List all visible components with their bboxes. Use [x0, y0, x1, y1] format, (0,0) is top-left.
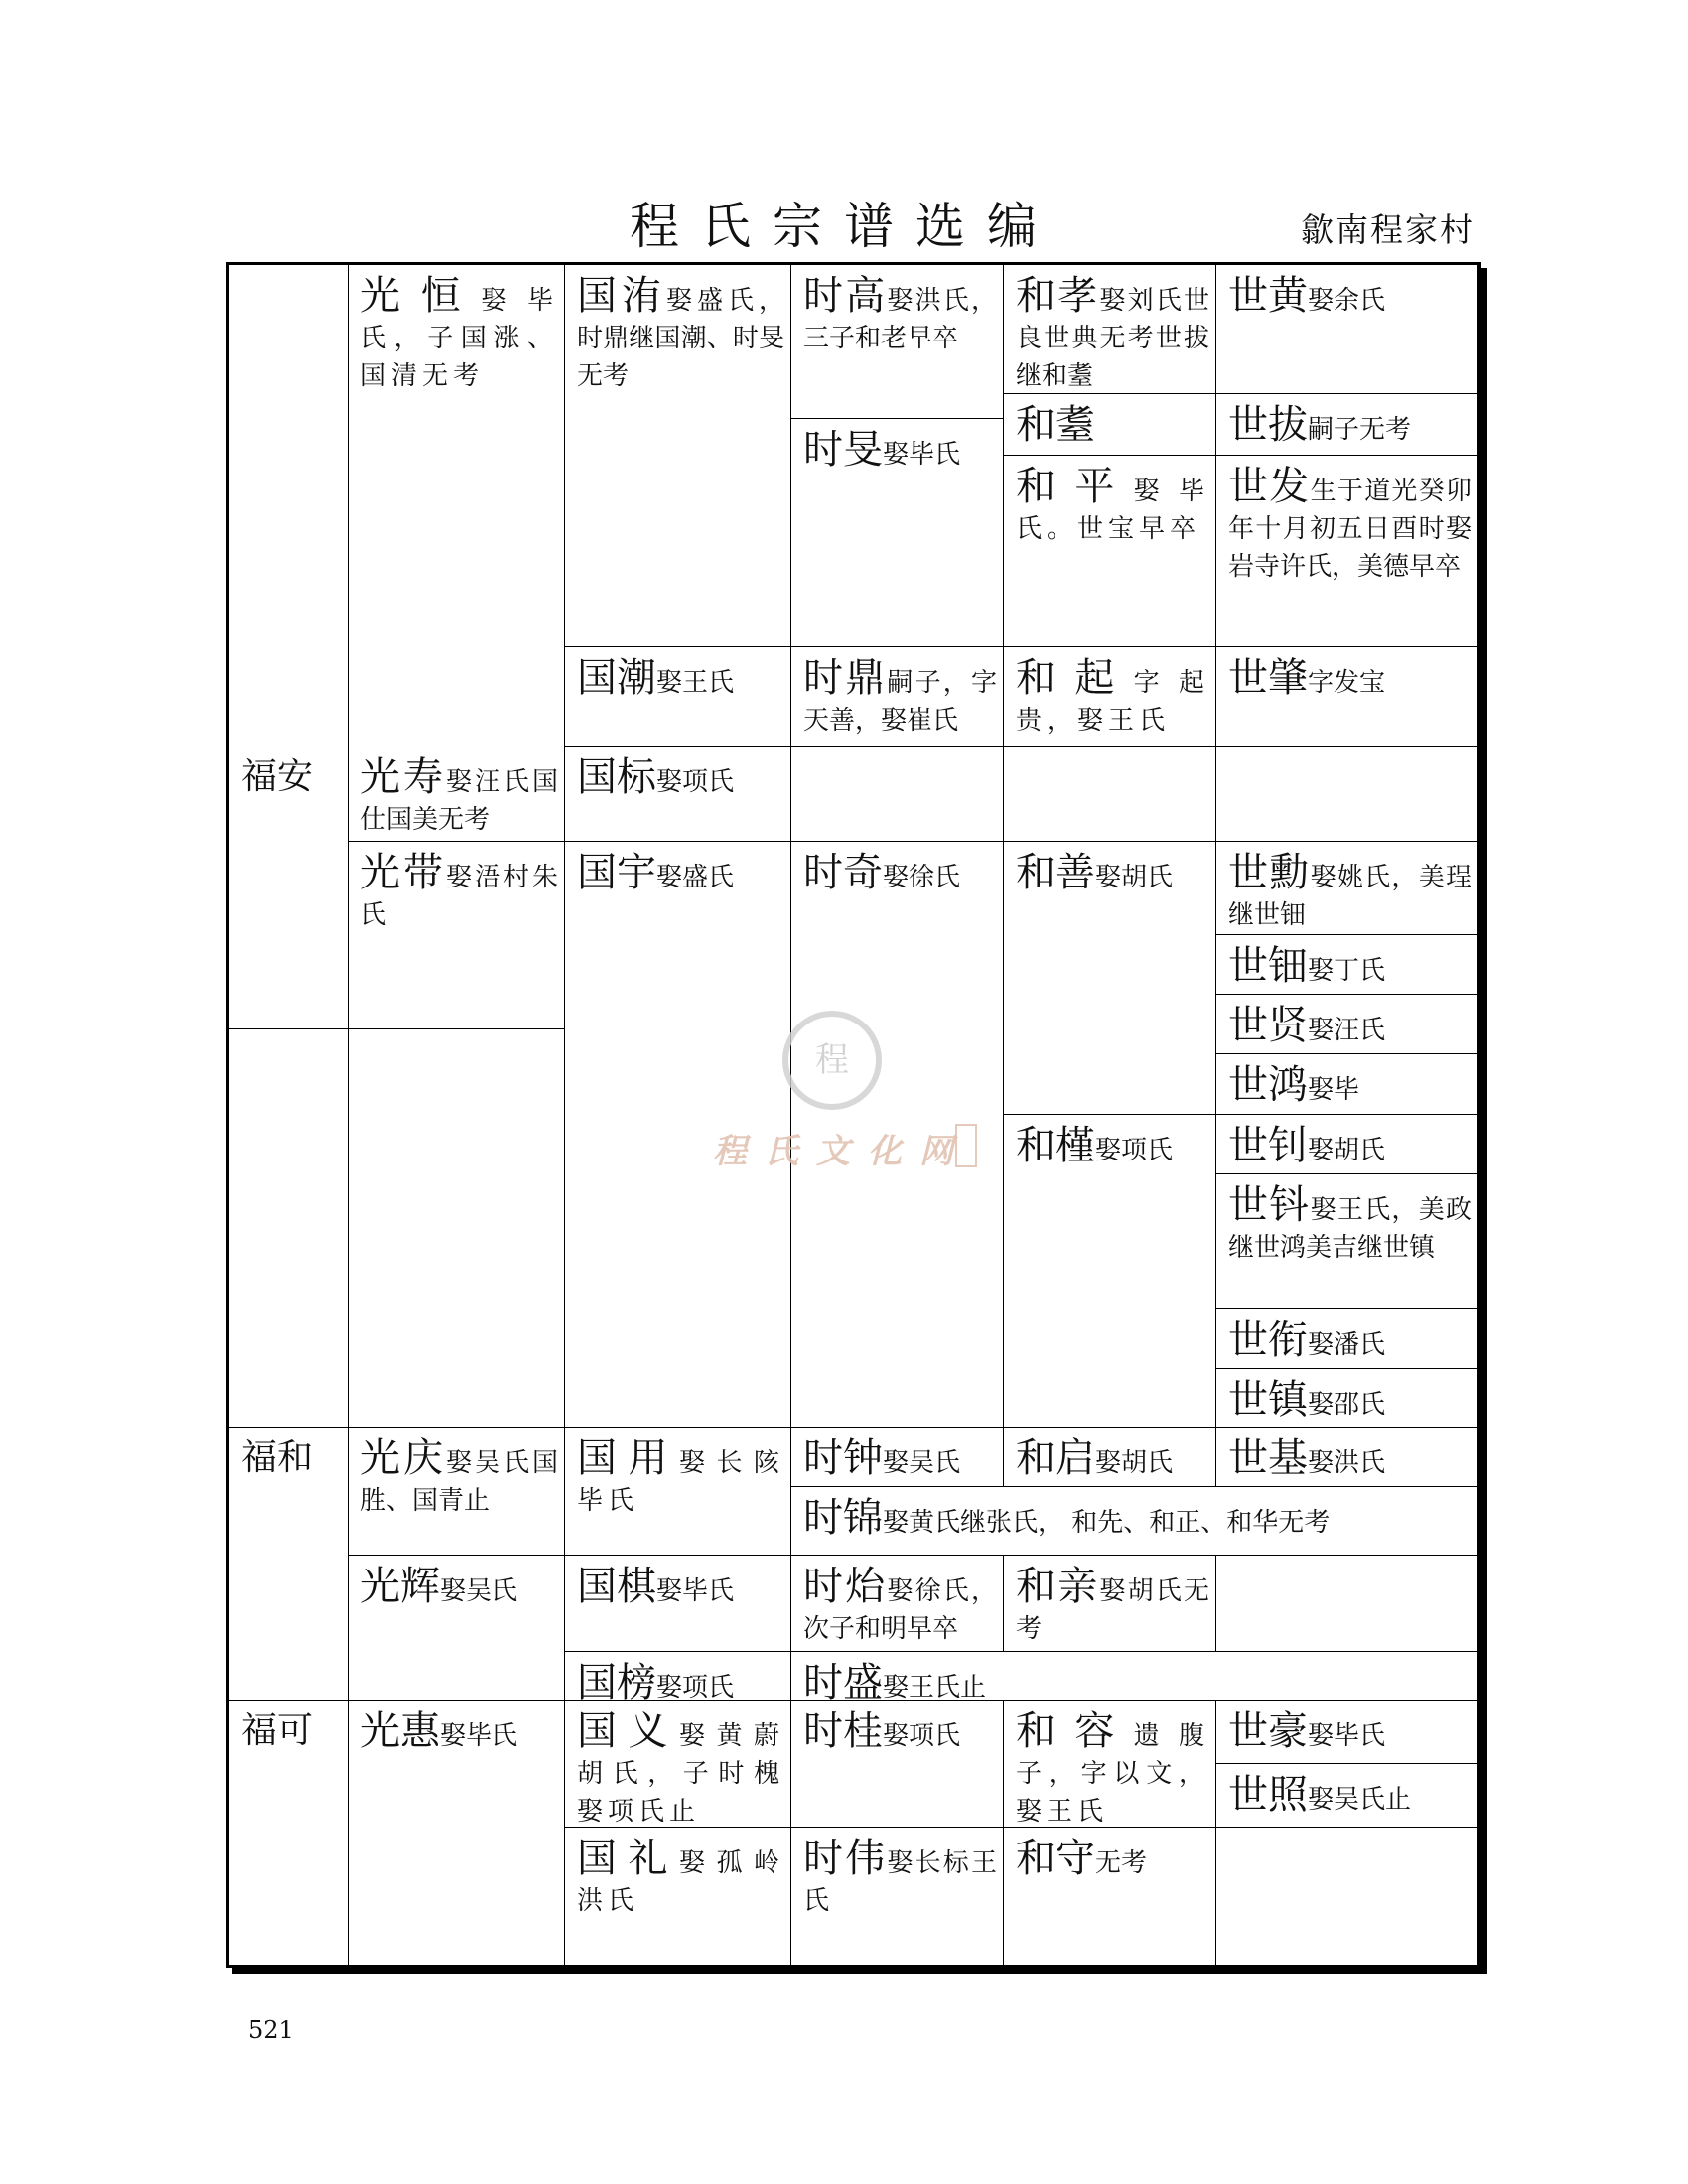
branch-label: 福和	[241, 1437, 314, 1478]
genealogy-cell	[565, 1701, 791, 1828]
person-name: 国标	[577, 754, 656, 800]
person-name: 世钊	[1228, 1123, 1308, 1168]
person-note: 娶黄氏继张氏， 和先、和正、和华无考	[883, 1508, 1331, 1538]
person-name: 世拔	[1228, 402, 1308, 448]
person-name: 世勳	[1228, 850, 1311, 895]
person-name: 光庆	[360, 1435, 446, 1481]
watermark-text: 程氏文化网	[713, 1132, 971, 1171]
person-note: 娶洪氏	[1308, 1448, 1386, 1478]
genealogy-cell	[349, 842, 565, 1428]
person-name: 世黄	[1228, 273, 1308, 319]
person-note: 娶王氏止	[883, 1673, 987, 1701]
person-name: 和耋	[1016, 402, 1095, 448]
person-name: 世鸿	[1228, 1062, 1308, 1108]
genealogy-cell	[349, 747, 565, 842]
person-note: 娶吴氏	[440, 1576, 518, 1606]
genealogy-cell	[1004, 394, 1216, 456]
person-note: 娶潘氏	[1308, 1330, 1386, 1360]
genealogy-cell	[1216, 1054, 1478, 1115]
person-note: 娶项氏	[1095, 1136, 1174, 1165]
person-note: 娶黄蔚胡氏，子时槐娶项氏止	[577, 1721, 784, 1827]
table-cell-empty	[1004, 747, 1216, 842]
genealogy-cell	[1004, 1115, 1216, 1428]
person-note: 娶吴氏止	[1308, 1785, 1412, 1815]
person-note: 娶刘氏世良世典无考世拔继和耋	[1016, 286, 1209, 391]
table-cell-empty	[791, 747, 1004, 842]
person-name: 国宇	[577, 850, 656, 895]
person-name: 世照	[1228, 1772, 1308, 1818]
genealogy-cell	[1004, 647, 1216, 747]
person-name: 和亲	[1016, 1564, 1100, 1609]
genealogy-cell	[1216, 1369, 1478, 1428]
genealogy-cell	[565, 1428, 791, 1556]
genealogy-cell	[349, 1556, 565, 1701]
person-note: 娶胡氏无考	[1016, 1576, 1209, 1644]
genealogy-cell	[565, 1828, 791, 1967]
person-name: 和守	[1016, 1836, 1095, 1881]
genealogy-cell	[791, 1652, 1478, 1701]
genealogy-cell	[1004, 265, 1216, 394]
genealogy-cell	[565, 1556, 791, 1652]
person-note: 娶毕氏	[440, 1721, 518, 1751]
genealogy-cell	[1216, 1764, 1478, 1828]
person-name: 国潮	[577, 655, 656, 701]
genealogy-cell	[565, 265, 791, 647]
person-note: 无考	[1095, 1848, 1148, 1878]
person-note: 娶长陔毕氏	[577, 1448, 784, 1516]
person-name: 时旻	[803, 427, 883, 473]
genealogy-cell	[791, 1828, 1004, 1967]
branch-label-cell	[229, 1428, 349, 1701]
person-note: 娶长标王氏	[803, 1848, 997, 1916]
genealogy-cell	[349, 1701, 565, 1967]
person-name: 世发	[1228, 464, 1311, 509]
genealogy-cell	[791, 1428, 1004, 1487]
genealogy-cell	[1004, 1701, 1216, 1828]
genealogy-cell	[1216, 1309, 1478, 1369]
person-name: 世豪	[1228, 1708, 1308, 1754]
person-name: 和启	[1016, 1435, 1095, 1481]
genealogy-cell	[1004, 1828, 1216, 1967]
person-note: 娶汪氏	[1308, 1016, 1386, 1045]
person-name: 和起	[1016, 655, 1134, 701]
genealogy-cell	[791, 265, 1004, 419]
person-name: 国洧	[577, 273, 666, 319]
genealogy-cell	[791, 419, 1004, 647]
genealogy-cell	[1004, 842, 1216, 1115]
genealogy-cell	[1004, 1556, 1216, 1652]
person-name: 世钿	[1228, 943, 1308, 989]
person-note: 娶徐氏，次子和明早卒	[803, 1576, 997, 1644]
person-note: 娶盛氏，时鼎继国潮、时旻无考	[577, 286, 784, 391]
genealogy-cell	[1004, 456, 1216, 647]
genealogy-cell	[791, 1487, 1478, 1556]
table-cell-empty	[1216, 1828, 1478, 1967]
person-note: 娶王氏	[656, 668, 735, 698]
genealogy-cell	[791, 647, 1004, 747]
person-name: 时桂	[803, 1708, 883, 1754]
person-note: 娶毕	[1308, 1075, 1360, 1105]
person-name: 世基	[1228, 1435, 1308, 1481]
page-title: 程氏宗谱选编	[630, 198, 1058, 255]
person-note: 娶毕氏	[883, 440, 961, 470]
person-name: 世钭	[1228, 1182, 1311, 1228]
person-name: 和槿	[1016, 1123, 1095, 1168]
genealogy-cell	[791, 1556, 1004, 1652]
genealogy-cell	[1216, 265, 1478, 394]
genealogy-cell	[1004, 1428, 1216, 1487]
person-note: 娶邵氏	[1308, 1390, 1386, 1420]
person-name: 光带	[360, 850, 446, 895]
person-note: 娶项氏	[883, 1721, 961, 1751]
page-number: 521	[248, 2016, 294, 2044]
person-name: 时炲	[803, 1564, 888, 1609]
person-name: 国棋	[577, 1564, 656, 1609]
person-note: 娶胡氏	[1095, 863, 1174, 892]
person-note: 字起贵，娶王氏	[1016, 668, 1209, 736]
person-note: 嗣子，字天善，娶崔氏	[803, 668, 997, 736]
person-note: 娶项氏	[656, 1673, 735, 1701]
branch-label-cell	[229, 747, 349, 1428]
person-name: 国用	[577, 1435, 679, 1481]
person-name: 时高	[803, 273, 888, 319]
person-note: 娶盛氏	[656, 863, 735, 892]
person-note: 娶毕氏，子国涨、国清无考	[360, 286, 558, 391]
person-name: 时奇	[803, 850, 883, 895]
person-name: 国榜	[577, 1660, 656, 1701]
person-note: 娶余氏	[1308, 286, 1386, 316]
person-note: 娶王氏，美政继世鸿美吉继世镇	[1228, 1195, 1472, 1263]
person-note: 娶胡氏	[1095, 1448, 1174, 1478]
genealogy-cell	[1216, 394, 1478, 456]
person-name: 国义	[577, 1708, 679, 1754]
genealogy-cell	[565, 1652, 791, 1701]
person-note: 娶浯村朱氏	[360, 863, 558, 930]
person-note: 娶丁氏	[1308, 956, 1386, 986]
person-name: 国礼	[577, 1836, 679, 1881]
person-name: 和孝	[1016, 273, 1100, 319]
person-name: 时盛	[803, 1660, 883, 1701]
person-note: 娶徐氏	[883, 863, 961, 892]
person-name: 世贤	[1228, 1003, 1308, 1048]
person-note: 娶吴氏	[883, 1448, 961, 1478]
page-subtitle: 歙南程家村	[1301, 210, 1475, 249]
person-note: 娶毕氏	[1308, 1721, 1386, 1751]
genealogy-cell	[1216, 1174, 1478, 1309]
person-name: 时鼎	[803, 655, 888, 701]
branch-label: 福可	[241, 1710, 314, 1751]
branch-label: 福安	[241, 756, 314, 797]
genealogy-cell	[565, 647, 791, 747]
person-name: 时钟	[803, 1435, 883, 1481]
person-note: 娶吴氏国胜、国青止	[360, 1448, 558, 1516]
person-name: 光惠	[360, 1708, 440, 1754]
person-note: 娶姚氏，美珵继世钿	[1228, 863, 1472, 930]
genealogy-cell	[1216, 935, 1478, 995]
person-note: 娶汪氏国仕国美无考	[360, 767, 558, 835]
genealogy-cell	[1216, 1428, 1478, 1487]
genealogy-cell	[1216, 456, 1478, 647]
person-name: 时锦	[803, 1495, 883, 1541]
person-note: 娶胡氏	[1308, 1136, 1386, 1165]
person-note: 娶孤岭洪氏	[577, 1848, 784, 1916]
genealogy-cell	[791, 1701, 1004, 1828]
person-name: 世肇	[1228, 655, 1308, 701]
person-note: 娶项氏	[656, 767, 735, 797]
person-note: 娶毕氏。世宝早卒	[1016, 477, 1209, 544]
person-name: 光寿	[360, 754, 446, 800]
table-cell-empty	[1216, 747, 1478, 842]
person-name: 世衔	[1228, 1317, 1308, 1363]
person-name: 和容	[1016, 1708, 1134, 1754]
person-note: 遗腹子，字以文，娶王氏	[1016, 1721, 1209, 1827]
person-note: 字发宝	[1308, 668, 1386, 698]
person-note: 娶毕氏	[656, 1576, 735, 1606]
watermark-tag-icon	[955, 1124, 977, 1167]
person-name: 和平	[1016, 464, 1134, 509]
genealogy-table	[226, 262, 1481, 1968]
person-name: 光辉	[360, 1564, 440, 1609]
watermark-seal-icon: 程	[782, 1011, 882, 1110]
person-name: 光恒	[360, 273, 482, 319]
person-note: 娶洪氏，三子和老早卒	[803, 286, 997, 353]
table-cell-empty	[1216, 1556, 1478, 1652]
genealogy-cell	[1216, 647, 1478, 747]
person-name: 时伟	[803, 1836, 888, 1881]
person-name: 世镇	[1228, 1377, 1308, 1423]
person-name: 和善	[1016, 850, 1095, 895]
genealogy-cell	[1216, 1115, 1478, 1174]
genealogy-cell	[349, 1428, 565, 1556]
genealogy-cell	[1216, 842, 1478, 935]
genealogy-cell	[1216, 1701, 1478, 1764]
person-note: 嗣子无考	[1308, 415, 1412, 445]
branch-label-cell	[229, 1701, 349, 1967]
genealogy-cell	[1216, 995, 1478, 1054]
person-note: 生于道光癸卯年十月初五日酉时娶岩寺许氏，美德早卒	[1228, 477, 1472, 582]
genealogy-cell	[565, 747, 791, 842]
